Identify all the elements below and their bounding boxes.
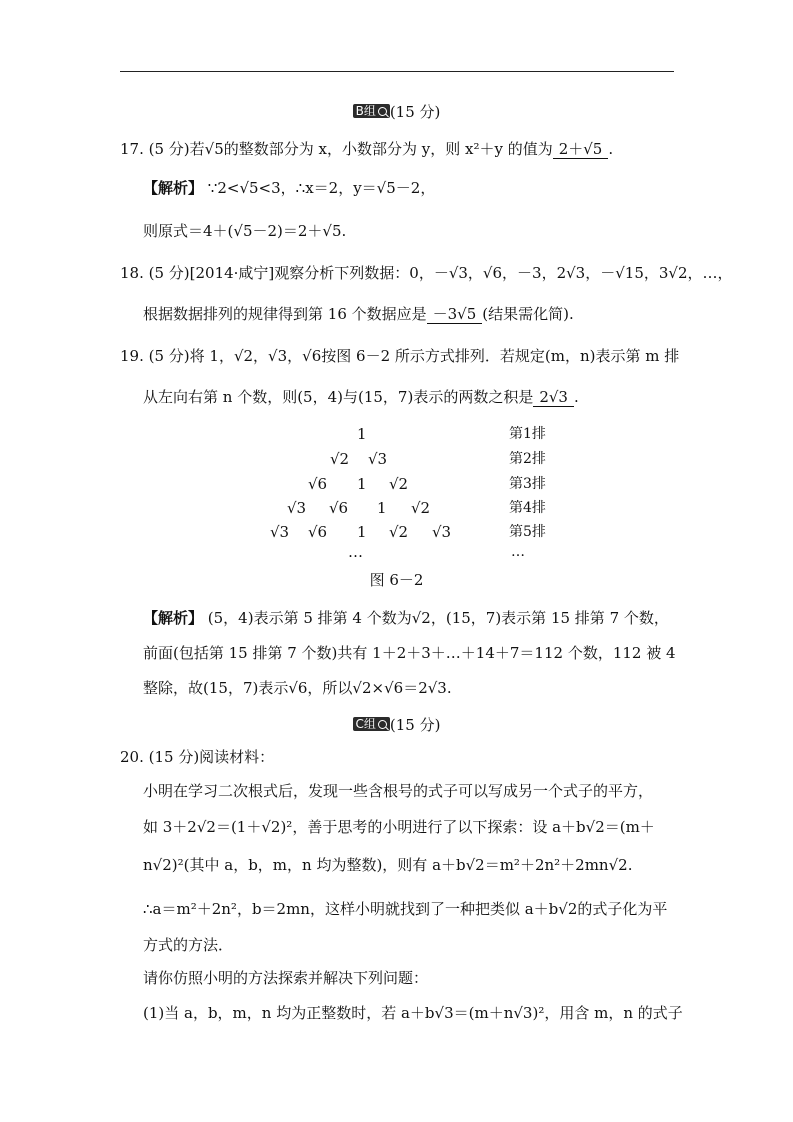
tri-r4-c1: √3 bbox=[287, 499, 307, 517]
q19-text: 从左向右第 n 个数，则(5，4)与(15，7)表示的两数之积是 bbox=[143, 388, 534, 406]
q20-line3: 如 3＋2√2＝(1＋√2)²，善于思考的小明进行了以下探索：设 a＋b√2＝(m＋ bbox=[143, 818, 655, 836]
row-label-4: 第4排 bbox=[509, 500, 546, 516]
tri-r5-c5: √3 bbox=[432, 523, 452, 541]
tri-r3-c1: √6 bbox=[308, 475, 328, 493]
q17-answer: 2＋√5 bbox=[553, 140, 609, 159]
header-rule bbox=[120, 71, 674, 72]
row-label-ellipsis: … bbox=[511, 544, 525, 560]
q19-line1: 19. (5 分)将 1，√2，√3，√6按图 6－2 所示方式排列．若规定(m，n)表示第 m 排 bbox=[120, 347, 680, 365]
q20-line1: 20. (15 分)阅读材料： bbox=[120, 748, 275, 766]
q19-solution-line1 bbox=[143, 607, 669, 629]
q19-solution-line3: 整除，故(15，7)表示√6，所以√2×√6＝2√3. bbox=[143, 679, 452, 697]
q18-answer: －3√5 bbox=[427, 305, 483, 324]
tri-r4-c3: 1 bbox=[377, 499, 387, 517]
q19-solution-line2: 前面(包括第 15 排第 7 个数)共有 1＋2＋3＋…＋14＋7＝112 个数，112 被 4 bbox=[143, 644, 676, 662]
magnifier-icon bbox=[378, 720, 387, 729]
q18-line1: 18. (5 分)[2014·咸宁]观察分析下列数据：0，－√3，√6，－3，2√3，－√15，3√2，…， bbox=[120, 264, 733, 282]
q17-text: 17. (5 分)若√5的整数部分为 x，小数部分为 y，则 x²＋y 的值为 bbox=[120, 140, 553, 158]
group-c-heading bbox=[0, 714, 793, 736]
q17-solution-line2: 则原式＝4＋(√5－2)＝2＋√5. bbox=[143, 222, 347, 240]
q17-tail: . bbox=[608, 140, 614, 158]
figure-caption: 图 6－2 bbox=[369, 571, 424, 589]
q18-text: 根据数据排列的规律得到第 16 个数据应是 bbox=[143, 305, 427, 323]
tri-r4-c2: √6 bbox=[329, 499, 349, 517]
row-label-1: 第1排 bbox=[509, 426, 546, 442]
tri-r4-c4: √2 bbox=[411, 499, 431, 517]
q18-line2 bbox=[143, 303, 574, 325]
q17-line1 bbox=[120, 138, 613, 160]
tri-r5-c2: √6 bbox=[308, 523, 328, 541]
tri-r3-c2: 1 bbox=[357, 475, 367, 493]
q19-line2 bbox=[143, 386, 579, 408]
group-b-points: (15 分) bbox=[389, 103, 441, 121]
q20-line6: 方式的方法． bbox=[143, 936, 234, 954]
group-b-badge: B组 bbox=[353, 104, 390, 118]
q18-tail: (结果需化简). bbox=[482, 305, 574, 323]
tri-r5-c3: 1 bbox=[357, 523, 367, 541]
q17-solution-line1 bbox=[143, 177, 435, 199]
group-c-points: (15 分) bbox=[389, 716, 441, 734]
tri-r2-c2: √3 bbox=[368, 450, 388, 468]
q19-tail: . bbox=[573, 388, 579, 406]
tri-r5-c4: √2 bbox=[389, 523, 409, 541]
q20-line5: ∴a＝m²＋2n²，b＝2mn，这样小明就找到了一种把类似 a＋b√2的式子化为平 bbox=[143, 900, 668, 918]
q19-answer: 2√3 bbox=[533, 388, 574, 407]
tri-r3-c3: √2 bbox=[389, 475, 409, 493]
q17-solution-label: 【解析】 bbox=[143, 179, 204, 197]
tri-r5-c1: √3 bbox=[270, 523, 290, 541]
tri-r6-ellipsis: … bbox=[348, 543, 363, 561]
q17-solution-text: ∵2<√5<3，∴x＝2，y＝√5－2， bbox=[203, 179, 436, 197]
q20-line8: (1)当 a，b，m，n 均为正整数时，若 a＋b√3＝(m＋n√3)²，用含 m，n 的式子 bbox=[143, 1004, 683, 1022]
row-label-5: 第5排 bbox=[509, 524, 546, 540]
row-label-2: 第2排 bbox=[509, 451, 546, 467]
tri-r1-c1: 1 bbox=[357, 425, 367, 443]
q19-solution-label: 【解析】 bbox=[143, 609, 204, 627]
group-c-badge: C组 bbox=[353, 717, 390, 731]
group-b-heading bbox=[0, 101, 793, 123]
q20-line2: 小明在学习二次根式后，发现一些含根号的式子可以写成另一个式子的平方， bbox=[143, 782, 654, 800]
magnifier-icon bbox=[378, 107, 387, 116]
q20-line7: 请你仿照小明的方法探索并解决下列问题： bbox=[143, 969, 429, 987]
tri-r2-c1: √2 bbox=[330, 450, 350, 468]
row-label-3: 第3排 bbox=[509, 476, 546, 492]
q19-solution-text: (5，4)表示第 5 排第 4 个数为√2，(15，7)表示第 15 排第 7 个数， bbox=[203, 609, 669, 627]
q20-line4: n√2)²(其中 a，b，m，n 均为整数)，则有 a＋b√2＝m²＋2n²＋2mn√2. bbox=[143, 856, 633, 874]
